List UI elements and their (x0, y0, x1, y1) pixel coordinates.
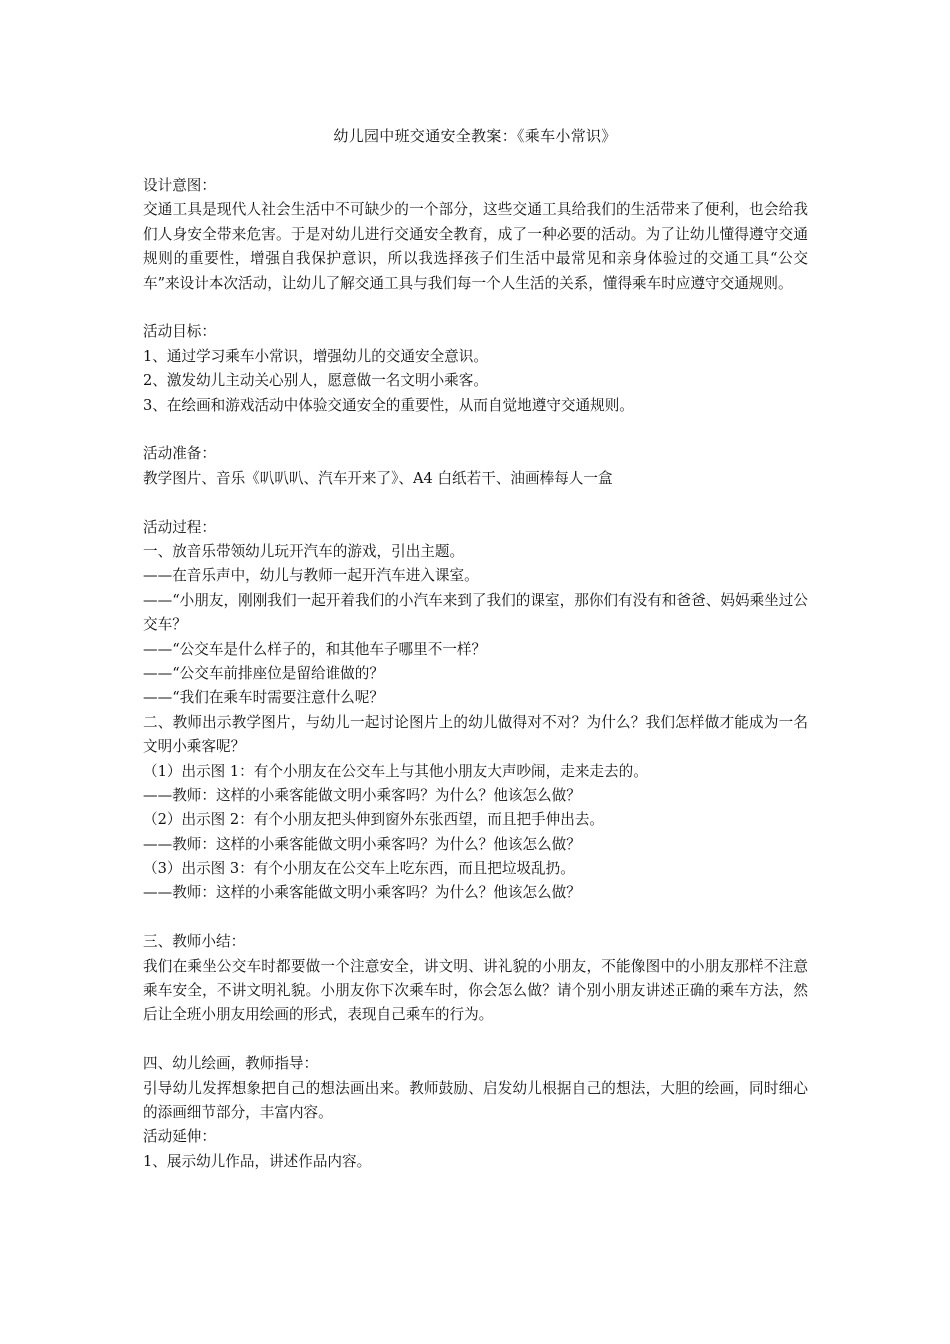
process-step: 一、放音乐带领幼儿玩开汽车的游戏，引出主题。 (143, 542, 465, 560)
drawing-paragraph: 引导幼儿发挥想象把自己的想法画出来。教师鼓励、启发幼儿根据自己的想法，大胆的绘画，同时细心的添画细节部分，丰富内容。 (143, 1079, 808, 1122)
spacer (143, 418, 808, 442)
process-step: ——教师：这样的小乘客能做文明小乘客吗？为什么？他该怎么做？ (143, 835, 581, 853)
process-step: ——教师：这样的小乘客能做文明小乘客吗？为什么？他该怎么做？ (143, 786, 581, 804)
goal-item: 2、激发幼儿主动关心别人，愿意做一名文明小乘客。 (143, 372, 488, 390)
document-title: 幼儿园中班交通安全教案：《乘车小常识》 (333, 127, 617, 145)
goals-heading: 活动目标： (143, 323, 216, 341)
process-step: （1）出示图 1：有个小朋友在公交车上与其他小朋友大声吵闹，走来走去的。 (143, 762, 648, 780)
summary-heading: 三、教师小结： (143, 933, 246, 951)
prep-text: 教学图片、音乐《叭叭叭、汽车开来了》、A4 白纸若干、油画棒每人一盒 (143, 469, 613, 487)
process-heading: 活动过程： (143, 518, 216, 536)
goal-item: 3、在绘画和游戏活动中体验交通安全的重要性，从而自觉地遵守交通规则。 (143, 396, 634, 414)
process-step: ——“我们在乘车时需要注意什么呢？ (143, 689, 384, 707)
process-step: 二、教师出示教学图片，与幼儿一起讨论图片上的幼儿做得对不对？为什么？我们怎样做才能成为一名文明小乘客呢？ (143, 713, 808, 756)
process-step: （2）出示图 2：有个小朋友把头伸到窗外东张西望，而且把手伸出去。 (143, 811, 605, 829)
spacer (143, 296, 808, 320)
process-step: （3）出示图 3：有个小朋友在公交车上吃东西，而且把垃圾乱扔。 (143, 860, 575, 878)
process-step: ——“公交车是什么样子的，和其他车子哪里不一样？ (143, 640, 487, 658)
spacer (143, 906, 808, 930)
process-step: ——“公交车前排座位是留给谁做的？ (143, 664, 384, 682)
goal-item: 1、通过学习乘车小常识，增强幼儿的交通安全意识。 (143, 347, 488, 365)
intent-heading: 设计意图： (143, 177, 216, 194)
spacer (143, 1028, 808, 1052)
document-body (143, 174, 808, 1174)
extension-heading: 活动延伸： (143, 1128, 216, 1146)
summary-paragraph: 我们在乘坐公交车时都要做一个注意安全，讲文明、讲礼貌的小朋友，不能像图中的小朋友那样不注意乘车安全，不讲文明礼貌。小朋友你下次乘车时，你会怎么做？请个别小朋友讲述正确的乘车方法，然后让全班小朋友用绘画的形式，表现自己乘车的行为。 (143, 957, 808, 1024)
prep-heading: 活动准备： (143, 445, 216, 463)
extension-item: 1、展示幼儿作品，讲述作品内容。 (143, 1152, 372, 1170)
drawing-heading: 四、幼儿绘画，教师指导： (143, 1055, 319, 1073)
intent-paragraph: 交通工具是现代人社会生活中不可缺少的一个部分，这些交通工具给我们的生活带来了便利，也会给我们人身安全带来危害。于是对幼儿进行交通安全教育，成了一种必要的活动。为了让幼儿懂得遵守交通规则的重要性，增强自我保护意识，所以我选择孩子们生活中最常见和亲身体验过的交通工具“公交车”来设计本次活动，让幼儿了解交通工具与我们每一个人生活的关系，懂得乘车时应遵守交通规则。 (143, 201, 808, 292)
process-step: ——在音乐声中，幼儿与教师一起开汽车进入课室。 (143, 567, 479, 585)
spacer (143, 491, 808, 515)
process-step: ——教师：这样的小乘客能做文明小乘客吗？为什么？他该怎么做？ (143, 884, 581, 902)
process-step: ——“小朋友，刚刚我们一起开着我们的小汽车来到了我们的课室，那你们有没有和爸爸、妈妈乘坐过公交车？ (143, 591, 808, 634)
